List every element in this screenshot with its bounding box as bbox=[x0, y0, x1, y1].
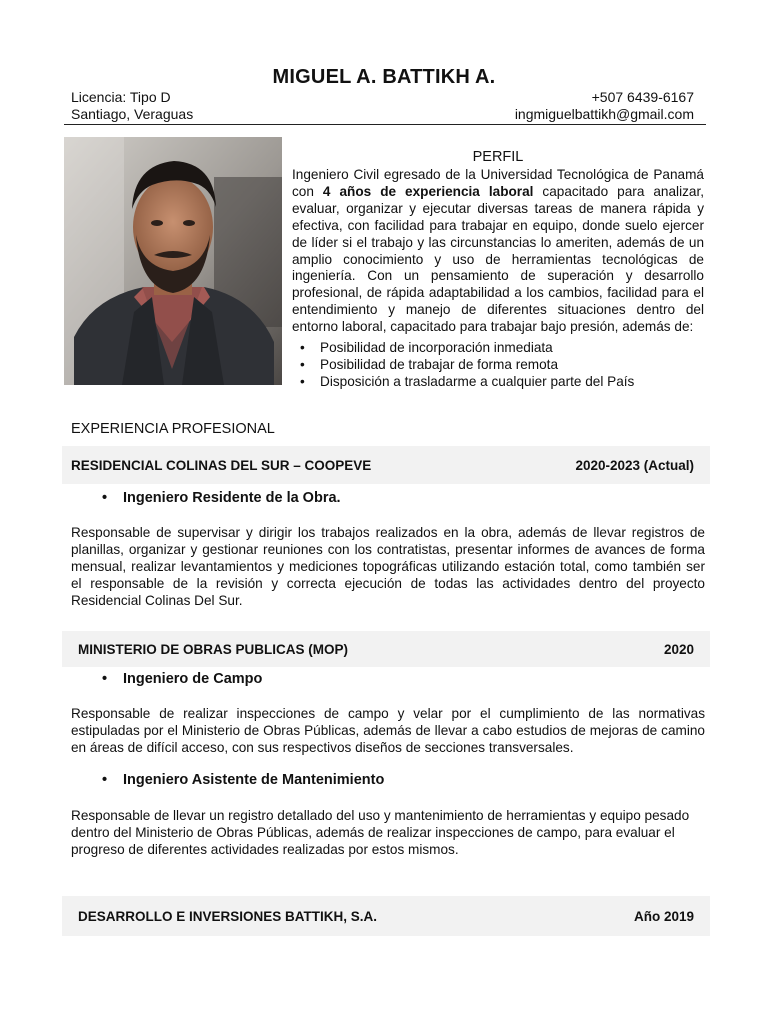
job-organization: RESIDENCIAL COLINAS DEL SUR – COOPEVE bbox=[71, 457, 372, 473]
list-item: • Disposición a trasladarme a cualquier parte del País bbox=[298, 373, 634, 390]
job-role bbox=[102, 490, 341, 506]
bullet-icon: • bbox=[102, 671, 108, 687]
experience-heading: EXPERIENCIA PROFESIONAL bbox=[71, 421, 275, 437]
role-title: Ingeniero Residente de la Obra. bbox=[123, 490, 341, 506]
role-description: Responsable de supervisar y dirigir los trabajos realizados en la obra, además de llevar registros de planillas, organizar y gestionar reuniones con los contratistas, presentar informes de avances de forma mensual, realizar levantamientos y mediciones topográficas utilizando estación total, como también ser el responsable de la revisión y correcta ejecución de todas las actividades dentro del proyecto Residencial Colinas Del Sur. bbox=[71, 525, 705, 608]
license-text: Licencia: Tipo D bbox=[71, 89, 171, 105]
profile-photo bbox=[64, 137, 282, 385]
job-organization: DESARROLLO E INVERSIONES BATTIKH, S.A. bbox=[78, 908, 378, 924]
profile-heading: PERFIL bbox=[472, 149, 524, 165]
bullet-icon: • bbox=[102, 490, 108, 506]
profile-text-highlight: 4 años de experiencia laboral bbox=[322, 183, 534, 199]
contact-right bbox=[515, 89, 694, 123]
job-role bbox=[102, 772, 384, 788]
list-item: • Posibilidad de incorporación inmediata bbox=[298, 339, 634, 356]
profile-bullet-list bbox=[298, 339, 634, 390]
profile-text-end: capacitado para analizar, evaluar, organizar y ejecutar diversas tareas de manera rápida y efectiva, con facilidad para trabajar en equipo, donde suelo ejercer de líder si el trabajo y las circunstancias lo ameriten, además de un amplio conocimiento y uso de herramientas tecnológicas de ingeniería. Con un pensamiento de superación y desarrollo profesional, de rápida adaptabilidad a los cambios, facilidad para el entendimiento y manejo de diferentes situaciones dentro del entorno laboral, capacitado para trabajar bajo presión, además de: bbox=[292, 183, 705, 335]
job-header bbox=[62, 896, 710, 936]
role-description: Responsable de realizar inspecciones de campo y velar por el cumplimiento de las normativas estipuladas por el Ministerio de Obras Públicas, además de llevar a cabo estudios de mejoras de camino en áreas de difícil acceso, con sus respectivos diseños de secciones transversales. bbox=[71, 706, 705, 755]
role-description: Responsable de llevar un registro detallado del uso y mantenimiento de herramientas y equipo pesado dentro del Ministerio de Obras Públicas, además de realizar inspecciones de campo, para evaluar el progreso de diferentes actividades realizadas por estos mismos. bbox=[71, 808, 690, 857]
header-divider bbox=[64, 124, 706, 125]
job-header bbox=[62, 631, 710, 667]
job-dates: Año 2019 bbox=[633, 908, 694, 924]
profile-text-start: Ingeniero Civil egresado de la Universidad Tecnológica de Panamá con bbox=[292, 167, 704, 199]
role-title: Ingeniero Asistente de Mantenimiento bbox=[123, 772, 385, 788]
job-header bbox=[62, 446, 710, 484]
location-text: Santiago, Veraguas bbox=[71, 106, 194, 122]
portrait-image bbox=[64, 137, 282, 385]
job-role bbox=[102, 671, 262, 687]
contact-left bbox=[71, 89, 193, 123]
phone-text: +507 6439-6167 bbox=[591, 89, 694, 105]
candidate-name: MIGUEL A. BATTIKH A. bbox=[272, 66, 496, 88]
job-organization: MINISTERIO DE OBRAS PUBLICAS (MOP) bbox=[78, 641, 349, 657]
role-title: Ingeniero de Campo bbox=[123, 671, 263, 687]
email-text: ingmiguelbattikh@gmail.com bbox=[514, 106, 694, 122]
list-item: • Posibilidad de trabajar de forma remota bbox=[298, 356, 634, 373]
bullet-icon: • bbox=[102, 772, 108, 788]
job-dates: 2020-2023 (Actual) bbox=[575, 457, 694, 473]
job-dates: 2020 bbox=[663, 641, 694, 657]
profile-summary bbox=[292, 167, 704, 336]
